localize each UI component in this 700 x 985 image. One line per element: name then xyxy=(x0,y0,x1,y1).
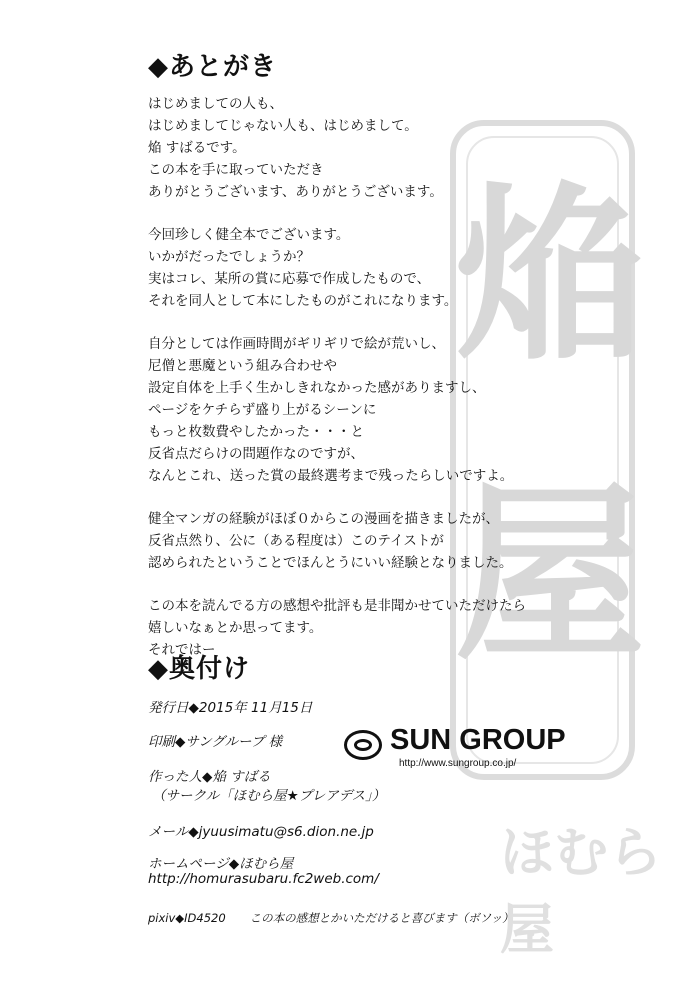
homepage-label: ホームページ◆ほむら屋 xyxy=(148,856,294,872)
afterword-line: ページをケチらず盛り上がるシーンに xyxy=(148,402,377,418)
afterword-line: 反省点然り、公に（ある程度は）このテイストが xyxy=(148,533,444,549)
afterword-line: はじめましてじゃない人も、はじめまして。 xyxy=(148,118,418,134)
watermark-small-text: ほむら屋 xyxy=(500,820,662,961)
sun-group-mark-icon xyxy=(344,730,382,760)
afterword-line: 自分としては作画時間がギリギリで絵が荒いし、 xyxy=(148,336,445,352)
afterword-paragraph xyxy=(148,508,578,574)
afterword-line: 嬉しいなぁとか思ってます。 xyxy=(148,620,323,636)
afterword-line: 認められたということでほんとうにいい経験となりました。 xyxy=(148,555,513,571)
footer xyxy=(148,910,514,926)
afterword-line: いかがだったでしょうか？ xyxy=(148,249,310,265)
afterword-line: 今回珍しく健全本でございます。 xyxy=(148,227,350,243)
afterword-heading: ◆あとがき xyxy=(148,52,277,82)
afterword-line: 尼僧と悪魔という組み合わせや xyxy=(148,358,337,374)
printer-line: 印刷◆サングループ 様 xyxy=(148,734,283,750)
afterword-line: それではー xyxy=(148,642,216,658)
afterword-body xyxy=(148,93,578,682)
afterword-paragraph xyxy=(148,333,578,487)
mail-line: メール◆jyuusimatu@s6.dion.ne.jp xyxy=(148,824,374,840)
afterword-line: それを同人として本にしたものがこれになります。 xyxy=(148,293,458,309)
sun-group-url: http://www.sungroup.co.jp/ xyxy=(399,758,517,769)
publish-date: 発行日◆2015年 11月15日 xyxy=(148,700,313,716)
watermark-char-2: 屋 xyxy=(455,463,646,686)
sun-group-logo xyxy=(344,724,584,770)
afterword-line: この本を手に取っていただき xyxy=(148,162,324,178)
afterword-line: ありがとうございます、ありがとうございます。 xyxy=(148,184,443,200)
afterword-line: 焔 すばるです。 xyxy=(148,140,246,156)
afterword-line: この本を読んでる方の感想や批評も是非聞かせていただけたら xyxy=(148,598,526,614)
afterword-line: なんとこれ、送った賞の最終選考まで残ったらしいですよ。 xyxy=(148,468,514,484)
afterword-line: 設定自体を上手く生かしきれなかった感がありますし、 xyxy=(148,380,486,396)
homepage-url: http://homurasubaru.fc2web.com/ xyxy=(148,871,379,887)
colophon-heading: ◆奥付け xyxy=(148,654,250,684)
afterword-paragraph xyxy=(148,93,578,203)
afterword-line: もっと枚数費やしたかった・・・と xyxy=(148,424,364,440)
afterword-line: 健全マンガの経験がほぼ０からこの漫画を描きましたが、 xyxy=(148,511,499,527)
watermark-char-1: 焔 xyxy=(455,163,646,386)
afterword-line: 実はコレ、某所の賞に応募で作成したもので、 xyxy=(148,271,431,287)
afterword-line: はじめましての人も、 xyxy=(148,96,283,112)
circle-line: （サークル「ほむら屋★プレアデス」） xyxy=(152,788,386,804)
author-line: 作った人◆焔 すばる xyxy=(148,769,271,785)
footer-note: この本の感想とかいただけると喜びます（ボソッ） xyxy=(249,911,514,925)
sun-group-name: SUN GROUP xyxy=(390,724,566,756)
afterword-line: 反省点だらけの問題作なのですが、 xyxy=(148,446,364,462)
afterword-paragraph xyxy=(148,224,578,312)
pixiv-id: pixiv◆ID4520 xyxy=(148,911,226,925)
